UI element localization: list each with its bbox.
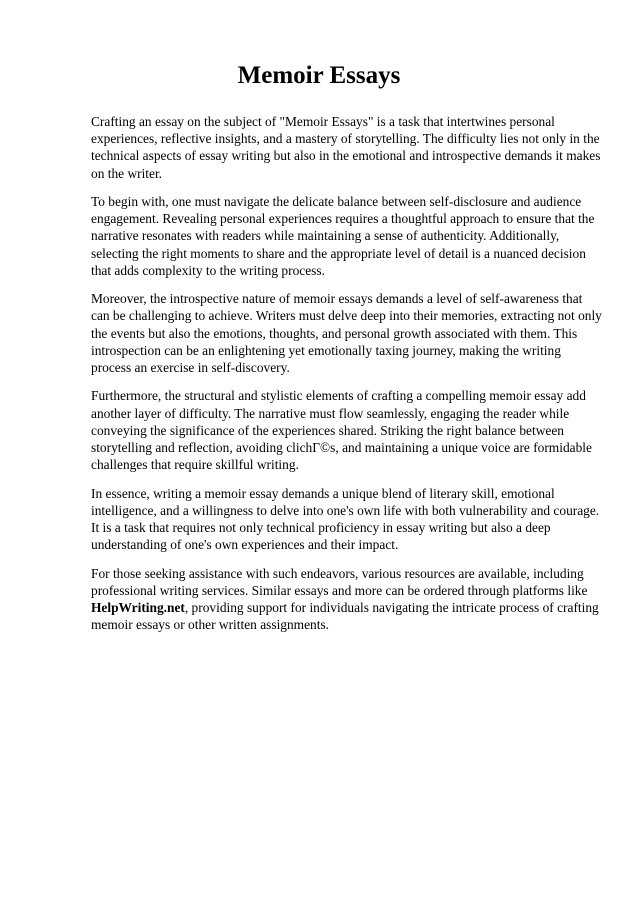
paragraph-intro: Crafting an essay on the subject of "Memoir Essays" is a task that intertwines personal experiences, reflective insights, and a mastery of storytelling. The difficulty lies not only in the technical aspects of essay writing but also in the emotional and introspective demands it makes on the writer.: [91, 114, 601, 181]
paragraph-structure: Furthermore, the structural and stylistic elements of crafting a compelling memoir essay add another layer of difficulty. The narrative must flow seamlessly, engaging the reader while conveying the significance of the experiences shared. Striking the right balance between storytelling and reflection, avoiding clichГ©s, and maintaining a unique voice are formidable challenges that require skillful writing.: [91, 388, 592, 473]
paragraph-introspection: Moreover, the introspective nature of memoir essays demands a level of self-awareness that can be challenging to achieve. Writers must delve deep into their memories, extracting not only the events but also the emotions, thoughts, and personal growth associated with them. This introspection can be an enlightening yet emotionally taxing journey, making the writing process an exercise in self-discovery.: [91, 291, 602, 376]
paragraph-essence: In essence, writing a memoir essay demands a unique blend of literary skill, emotional intelligence, and a willingness to delve into one's own life with both vulnerability and courage. It is a task that requires not only technical proficiency in essay writing but also a deep understanding of one's own experiences and their impact.: [91, 485, 600, 553]
paragraph-self-disclosure: To begin with, one must navigate the delicate balance between self-disclosure and audience engagement. Revealing personal experiences requires a thoughtful approach to ensure that the narrative resonates with readers while maintaining a sense of authenticity. Additionally, selecting the right moments to share and the appropriate level of detail is a nuanced decision that adds complexity to the writing process.: [91, 194, 595, 278]
paragraph-closing: [91, 565, 602, 634]
closing-text-after: , providing support for individuals navigating the intricate process of crafting memoir essays or other written assignments.: [91, 600, 599, 633]
closing-text-before: For those seeking assistance with such endeavors, various resources are available, including professional writing services. Similar essays and more can be ordered through platforms like: [91, 565, 588, 598]
page-title: Memoir Essays: [237, 62, 401, 89]
helpwriting-link[interactable]: HelpWriting.net: [91, 600, 185, 616]
